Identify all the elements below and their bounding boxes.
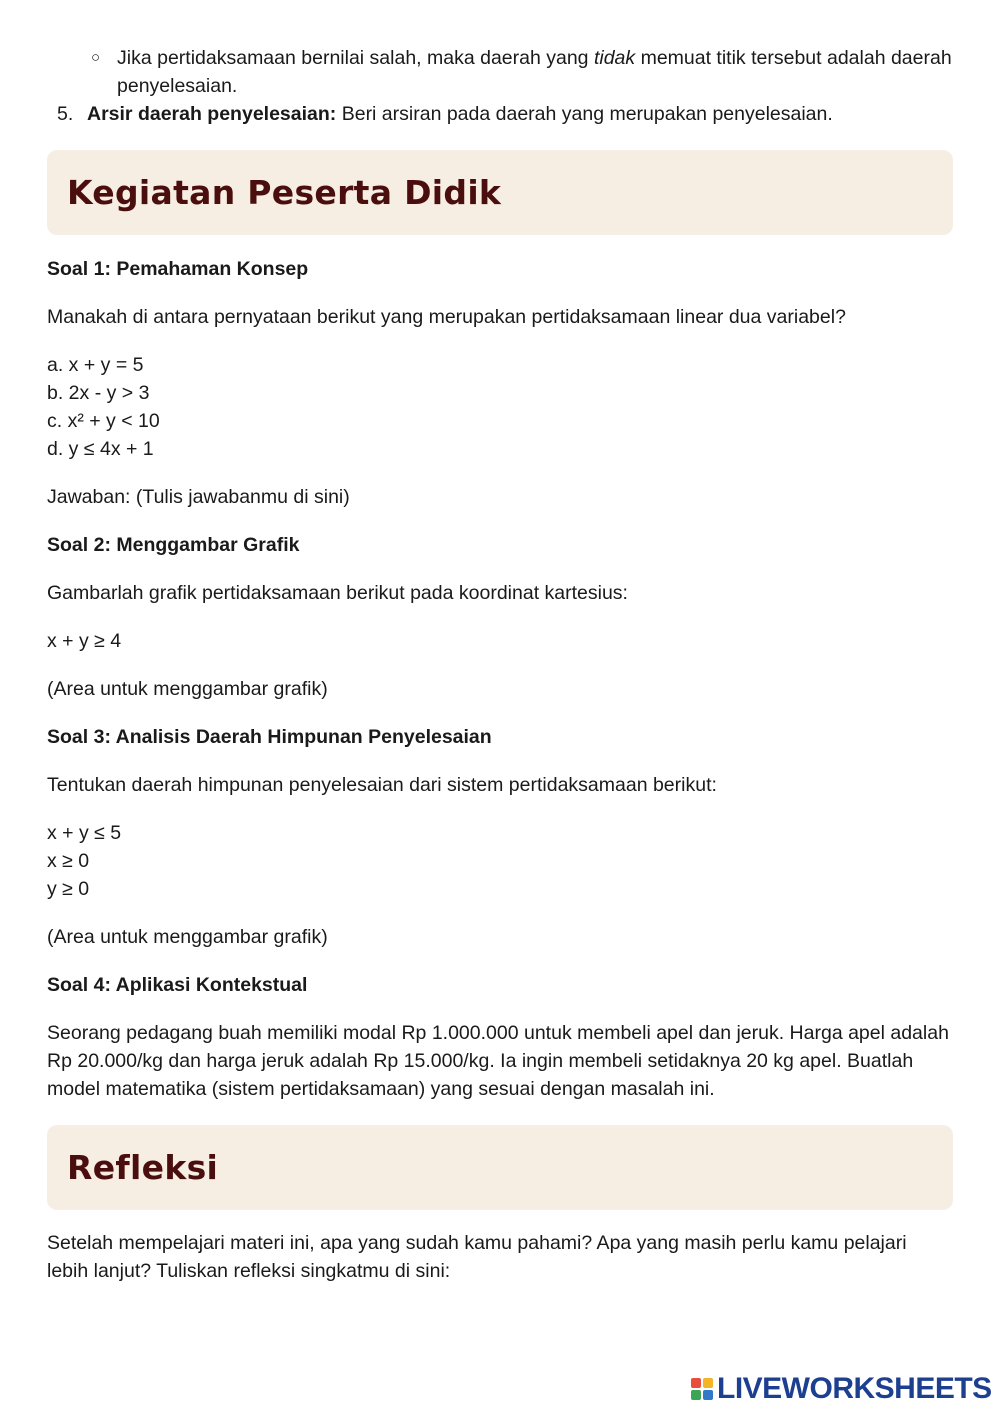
circle-bullet-icon: ○ (91, 49, 101, 66)
logo-text: LIVEWORKSHEETS (717, 1372, 992, 1405)
sub-bullet-item (47, 44, 953, 100)
soal-1-question: Manakah di antara pernyataan berikut yang merupakan pertidaksamaan linear dua variabel? (47, 306, 846, 328)
sub-bullet-italic: tidak (593, 47, 636, 69)
option-b: b. 2x - y > 3 (47, 382, 150, 404)
soal-3-system (47, 819, 953, 903)
sub-bullet-text-before: Jika pertidaksamaan bernilai salah, maka daerah yang (117, 47, 594, 69)
soal-3-graph-area: (Area untuk menggambar grafik) (47, 926, 328, 948)
soal-1-title: Soal 1: Pemahaman Konsep (47, 258, 309, 280)
logo-blocks-icon (691, 1378, 713, 1400)
option-c: c. x² + y < 10 (47, 410, 160, 432)
liveworksheets-logo[interactable] (691, 1373, 992, 1405)
option-a: a. x + y = 5 (47, 354, 144, 376)
step-number: 5. (57, 103, 74, 125)
section-header-refleksi (47, 1125, 953, 1210)
section-title-kegiatan: Kegiatan Peserta Didik (67, 172, 502, 212)
soal-1-answer-prompt: Jawaban: (Tulis jawabanmu di sini) (47, 486, 350, 508)
system-line-3: y ≥ 0 (47, 878, 90, 900)
soal-2-inequality: x + y ≥ 4 (47, 630, 122, 652)
soal-2-graph-area: (Area untuk menggambar grafik) (47, 678, 328, 700)
option-d: d. y ≤ 4x + 1 (47, 438, 154, 460)
sub-bullet-text-after: memuat titik tersebut adalah daerah penyelesaian. (117, 47, 952, 97)
section-title-refleksi: Refleksi (67, 1147, 219, 1187)
system-line-2: x ≥ 0 (47, 850, 90, 872)
soal-4-text: Seorang pedagang buah memiliki modal Rp 1.000.000 untuk membeli apel dan jeruk. Harga apel adalah Rp 20.000/kg dan harga jeruk adalah Rp 15.000/kg. Ia ingin membeli setidaknya 20 kg apel. Buatlah model matematika (sistem pertidaksamaan) yang sesuai dengan masalah ini. (47, 1022, 949, 1100)
soal-2-title: Soal 2: Menggambar Grafik (47, 534, 300, 556)
step-bold-label: Arsir daerah penyelesaian: (87, 103, 337, 125)
system-line-1: x + y ≤ 5 (47, 822, 122, 844)
soal-3-title: Soal 3: Analisis Daerah Himpunan Penyelesaian (47, 726, 492, 748)
section-header-kegiatan (47, 150, 953, 235)
soal-4-title: Soal 4: Aplikasi Kontekstual (47, 974, 308, 996)
soal-3-question: Tentukan daerah himpunan penyelesaian dari sistem pertidaksamaan berikut: (47, 774, 717, 796)
step-5-item (47, 100, 953, 128)
soal-1-options (47, 351, 953, 463)
step-text: Beri arsiran pada daerah yang merupakan penyelesaian. (336, 103, 833, 125)
refleksi-text: Setelah mempelajari materi ini, apa yang sudah kamu pahami? Apa yang masih perlu kamu pelajari lebih lanjut? Tuliskan refleksi singkatmu di sini: (47, 1232, 907, 1282)
worksheet-page (47, 44, 953, 1285)
soal-2-question: Gambarlah grafik pertidaksamaan berikut pada koordinat kartesius: (47, 582, 628, 604)
